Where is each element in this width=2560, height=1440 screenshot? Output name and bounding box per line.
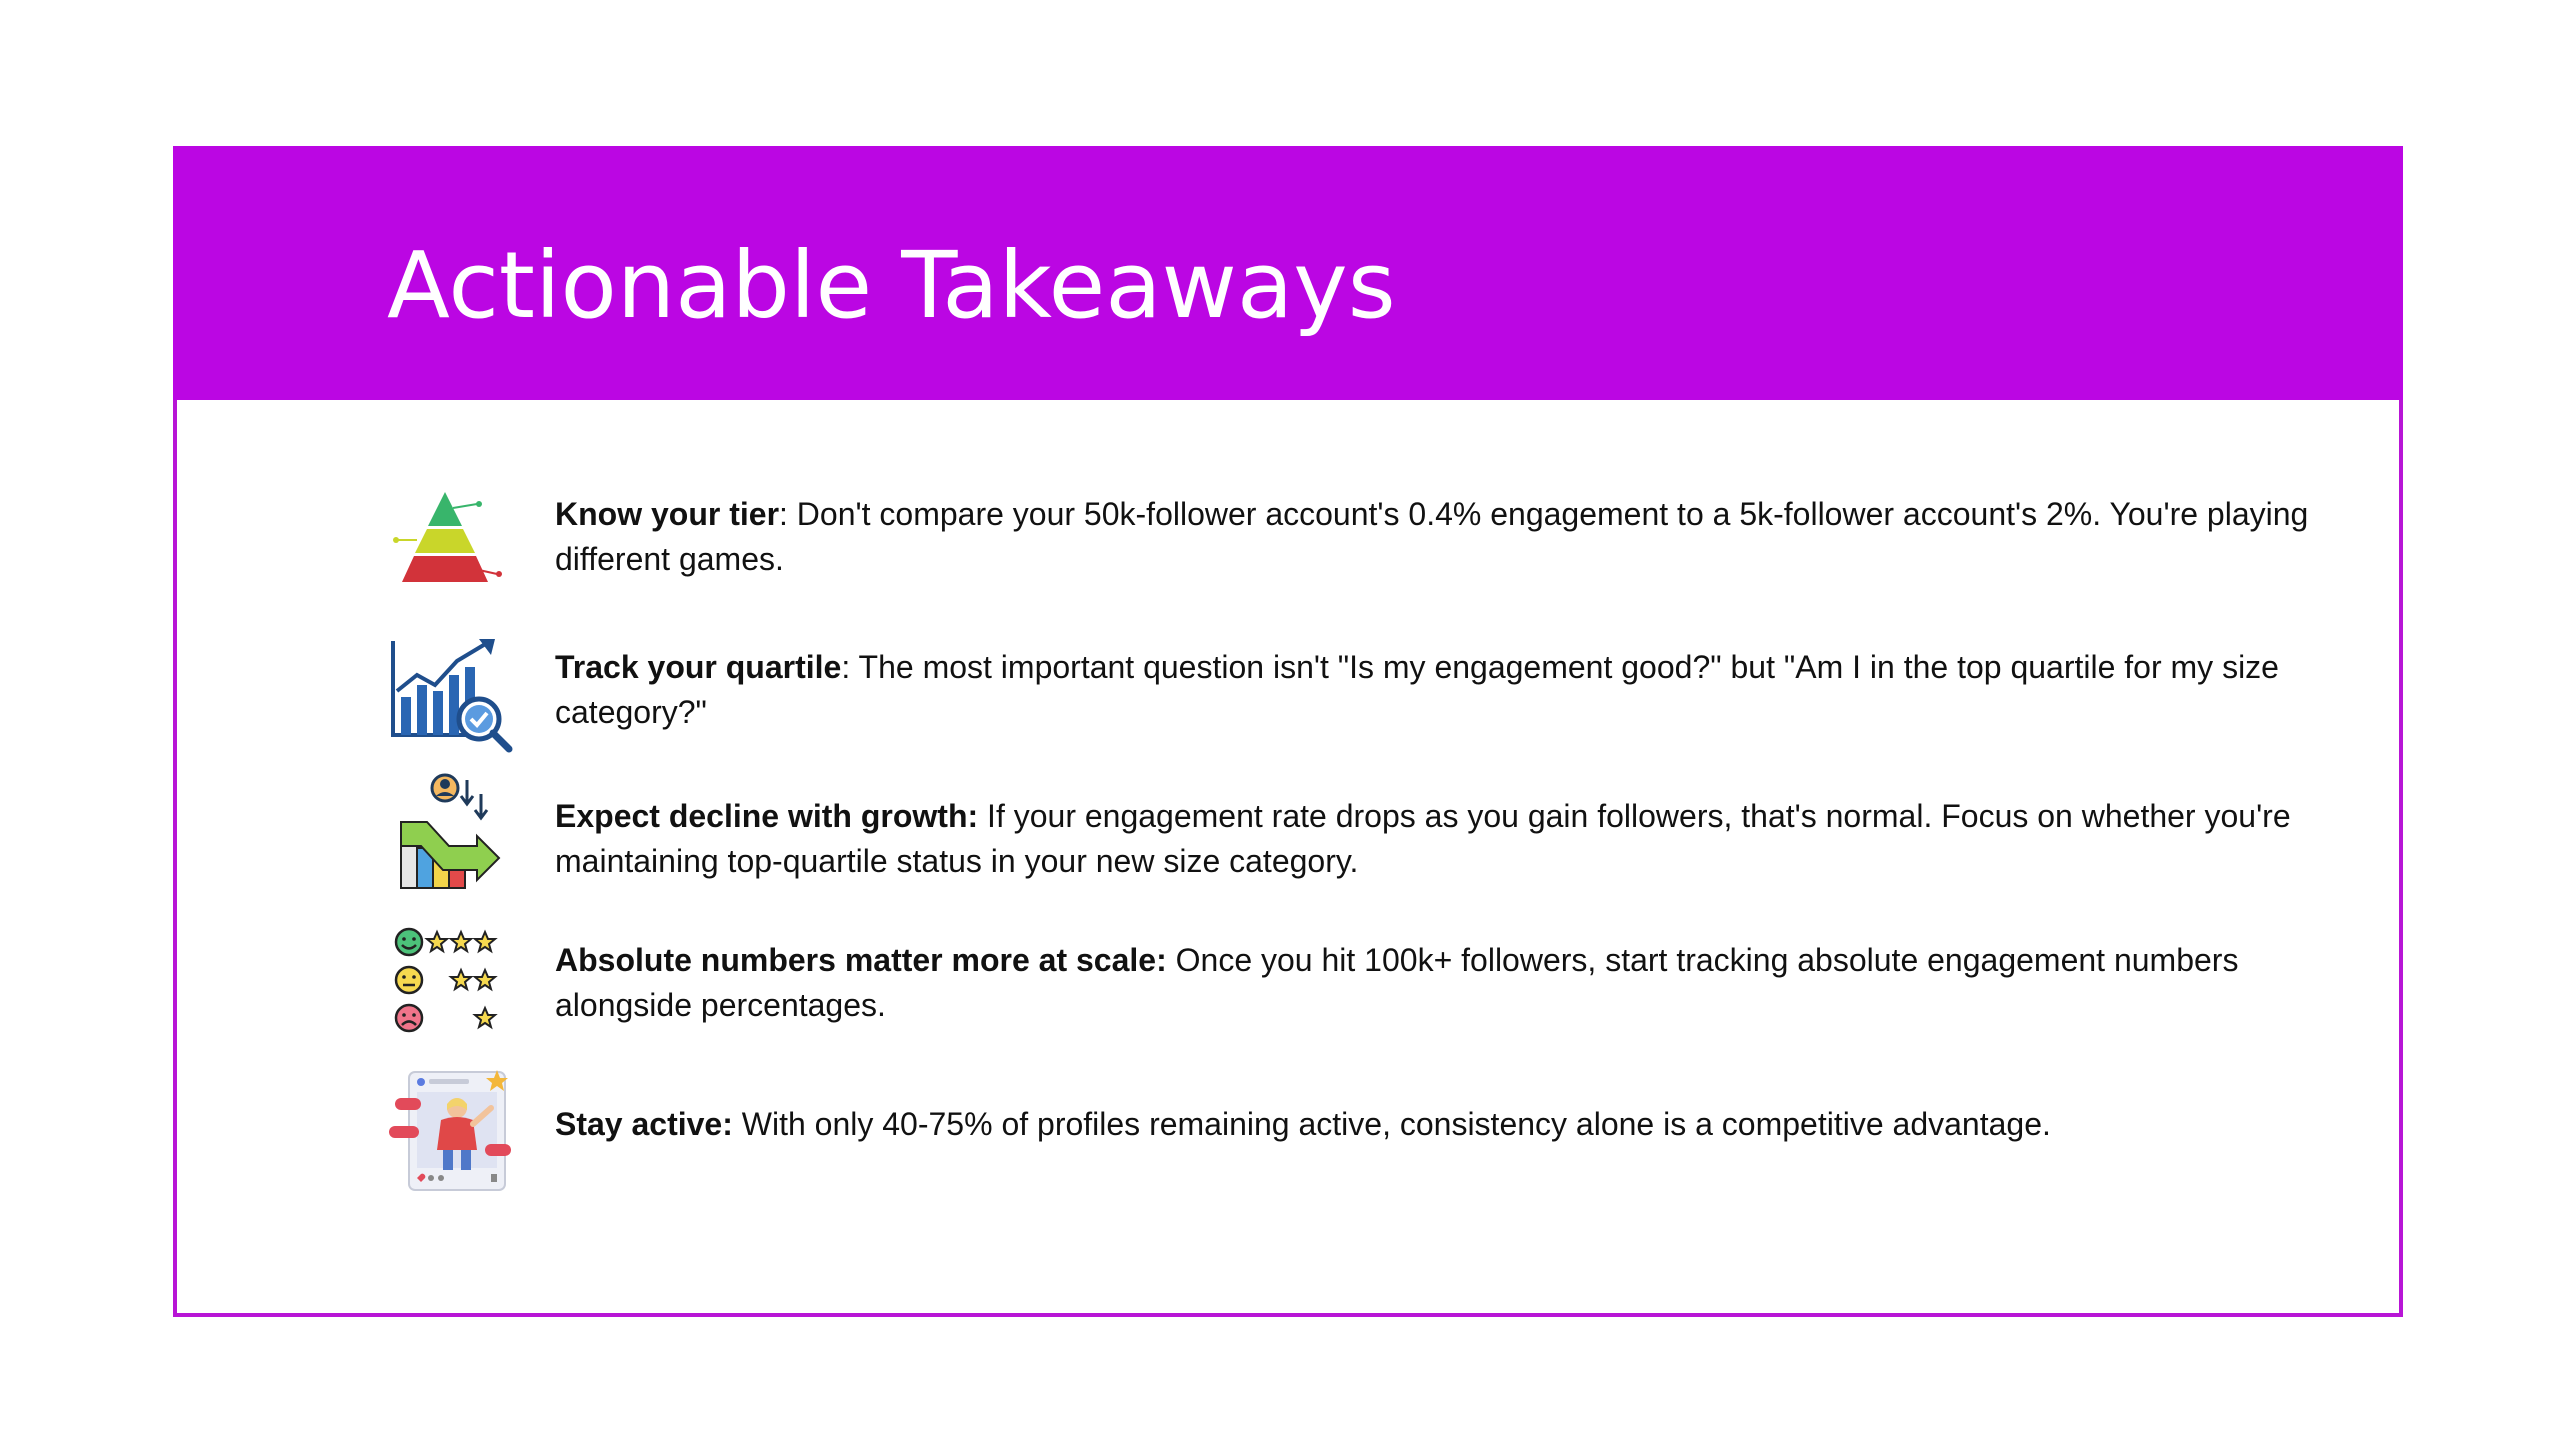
declining-chart-icon xyxy=(387,770,519,902)
takeaway-text xyxy=(555,492,2345,582)
social-post-person-icon xyxy=(387,1064,519,1196)
takeaway-heading: Expect decline with growth: xyxy=(555,798,979,834)
takeaway-item-quartile xyxy=(387,645,2347,785)
takeaway-separator xyxy=(978,798,987,834)
takeaway-item-decline xyxy=(387,794,2347,934)
takeaway-body: The most important question isn't "Is my engagement good?" but "Am I in the top quartile for my size category?" xyxy=(555,649,2279,730)
takeaway-heading: Stay active: xyxy=(555,1106,733,1142)
takeaway-body: If your engagement rate drops as you gain followers, that's normal. Focus on whether you're maintaining top-quartile status in your new size category. xyxy=(555,798,2291,879)
takeaway-text xyxy=(555,1102,2345,1147)
takeaway-item-scale xyxy=(387,938,2347,1078)
takeaway-heading: Know your tier xyxy=(555,496,780,532)
takeaway-separator xyxy=(733,1106,742,1142)
takeaway-heading: Absolute numbers matter more at scale: xyxy=(555,942,1167,978)
chart-magnifier-icon xyxy=(387,635,519,767)
takeaway-body: Don't compare your 50k-follower account's 0.4% engagement to a 5k-follower account's 2%. You're playing different games. xyxy=(555,496,2309,577)
takeaway-separator xyxy=(1167,942,1176,978)
takeaway-item-active xyxy=(387,1102,2347,1242)
pyramid-tier-icon xyxy=(387,482,519,614)
takeaway-item-tier xyxy=(387,492,2347,632)
rating-faces-stars-icon xyxy=(387,920,519,1052)
takeaway-text xyxy=(555,794,2345,884)
header-banner xyxy=(173,146,2403,400)
takeaway-body: With only 40-75% of profiles remaining active, consistency alone is a competitive advantage. xyxy=(741,1106,2051,1142)
takeaway-separator: : xyxy=(779,496,797,532)
takeaway-text xyxy=(555,645,2345,735)
takeaway-body: Once you hit 100k+ followers, start tracking absolute engagement numbers alongside percentages. xyxy=(555,942,2239,1023)
takeaway-text xyxy=(555,938,2345,1028)
takeaway-heading: Track your quartile xyxy=(555,649,842,685)
page-title: Actionable Takeaways xyxy=(387,232,1396,339)
takeaway-separator: : xyxy=(841,649,859,685)
takeaways-card xyxy=(173,146,2403,1317)
